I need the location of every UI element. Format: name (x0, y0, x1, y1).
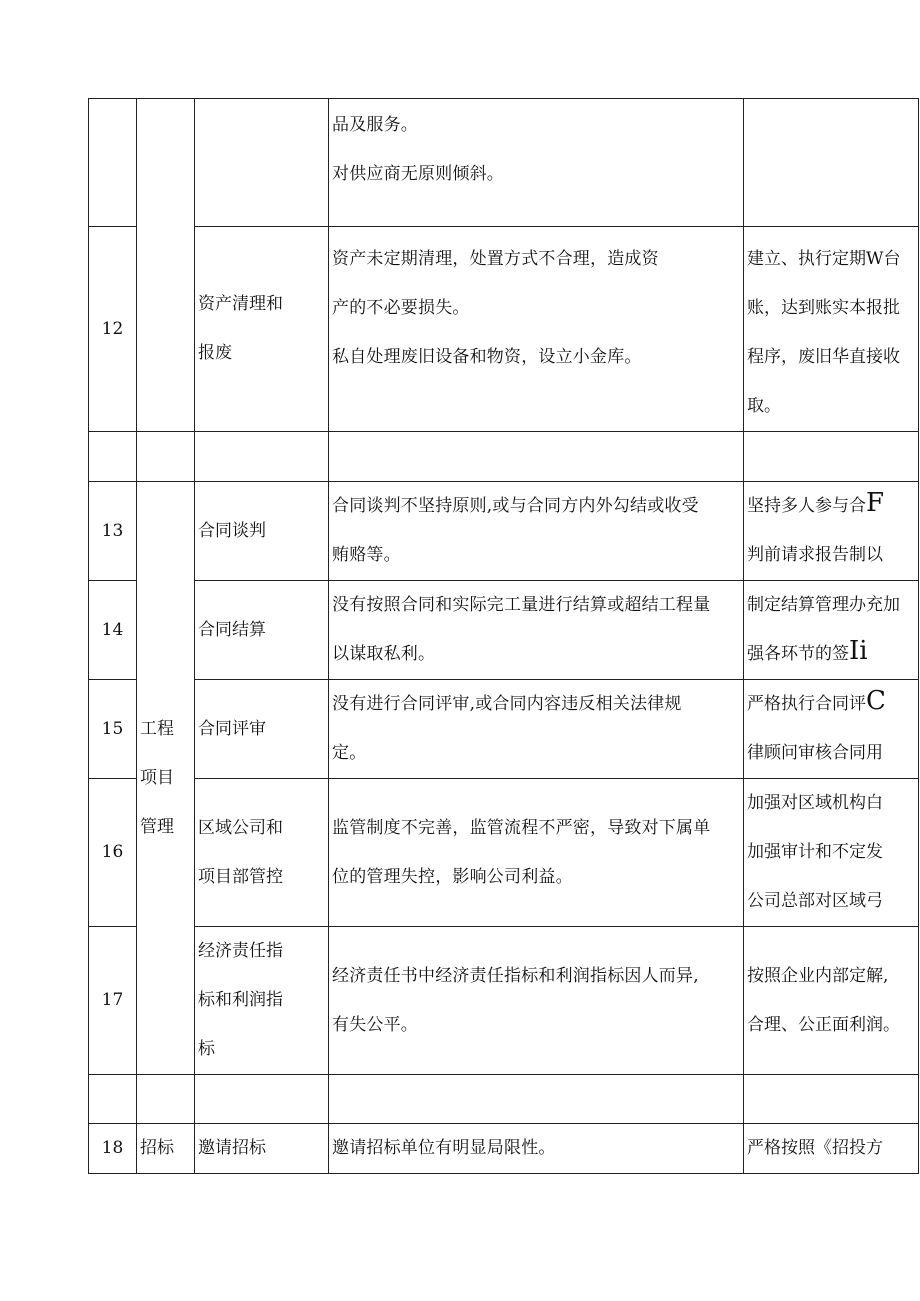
measure-cell (744, 779, 919, 927)
item-cell (195, 581, 329, 680)
risk-line: 有失公平。 (332, 1014, 418, 1035)
risk-cell (329, 99, 744, 227)
risk-line: 监管制度不完善，监管流程不严密，导致对下属单 (332, 817, 711, 838)
table-row (89, 779, 919, 927)
measure-line: 强各环节的签Ii (747, 636, 868, 666)
measure-cell (744, 99, 919, 227)
item-line: 合同结算 (198, 619, 266, 640)
item-cell (195, 99, 329, 227)
measure-line: 按照企业内部定解, (747, 965, 889, 986)
risk-cell (329, 227, 744, 432)
item-cell (195, 1124, 329, 1174)
empty-row (89, 432, 919, 482)
category-line: 管理 (140, 816, 174, 837)
category-cell: 招标 (137, 1124, 195, 1174)
table-row (89, 680, 919, 779)
measure-line: 严格执行合同评C (747, 686, 886, 716)
risk-cell (329, 482, 744, 581)
row-number: 15 (89, 680, 137, 779)
item-cell (195, 927, 329, 1075)
item-cell (195, 680, 329, 779)
risk-line: 经济责任书中经济责任指标和利润指标因人而异, (332, 965, 699, 986)
measure-line: 加强对区域机构白 (747, 793, 883, 813)
measure-line: 制定结算管理办充加 (747, 595, 900, 615)
measure-cell (744, 680, 919, 779)
measure-cell (744, 927, 919, 1075)
category-line: 项目 (140, 767, 174, 788)
row-number: 16 (89, 779, 137, 927)
risk-line: 没有进行合同评审,或合同内容违反相关法律规 (332, 694, 682, 714)
category-line: 工程 (140, 718, 174, 739)
risk-line: 位的管理失控，影响公司利益。 (332, 866, 573, 887)
risk-cell (329, 680, 744, 779)
table-row (89, 99, 919, 227)
item-line: 经济责任指 (198, 941, 283, 961)
risk-cell (329, 927, 744, 1075)
risk-control-table (88, 98, 919, 1174)
measure-cell (744, 482, 919, 581)
risk-line: 邀请招标单位有明显局限性。 (332, 1138, 556, 1158)
item-line: 合同谈判 (198, 520, 266, 541)
risk-cell (329, 779, 744, 927)
row-number: 17 (89, 927, 137, 1075)
row-number: 14 (89, 581, 137, 680)
table-row (89, 227, 919, 432)
measure-line: 取。 (747, 396, 781, 416)
measure-glyph: Ii (849, 636, 868, 666)
risk-line: 合同谈判不坚持原则,或与合同方内外勾结或收受 (332, 496, 699, 516)
item-line: 项目部管控 (198, 866, 283, 887)
item-line: 标 (198, 1039, 215, 1059)
category-cell (137, 99, 195, 432)
item-cell (195, 779, 329, 927)
measure-line: 建立、执行定期W台 (747, 249, 901, 269)
measure-glyph: C (866, 686, 886, 716)
measure-cell (744, 1124, 919, 1174)
measure-line: 程序，废旧华直接收 (747, 347, 900, 367)
measure-line: 坚持多人参与合F (747, 488, 885, 518)
measure-line: 合理、公正面利润。 (747, 1014, 900, 1035)
item-line: 标和利润指 (198, 990, 283, 1010)
item-line: 合同评审 (198, 718, 266, 739)
risk-cell (329, 581, 744, 680)
measure-cell (744, 227, 919, 432)
measure-line: 账，达到账实本报批 (747, 298, 900, 318)
risk-cell (329, 1124, 744, 1174)
measure-line: 判前请求报告制以 (747, 545, 883, 565)
measure-line: 律顾问审核合同用 (747, 743, 883, 763)
risk-line: 定。 (332, 743, 367, 763)
table-row (89, 581, 919, 680)
item-cell (195, 227, 329, 432)
item-cell (195, 482, 329, 581)
item-line: 邀请招标 (198, 1138, 266, 1158)
risk-line: 贿赂等。 (332, 545, 401, 565)
item-line: 报废 (198, 343, 232, 363)
risk-line: 资产未定期清理，处置方式不合理，造成资 (332, 249, 659, 269)
row-number: 12 (89, 227, 137, 432)
risk-line: 以谋取私利。 (332, 644, 436, 664)
row-number: 18 (89, 1124, 137, 1174)
item-line: 资产清理和 (198, 294, 283, 314)
empty-row (89, 1075, 919, 1124)
measure-cell (744, 581, 919, 680)
table-row (89, 1124, 919, 1174)
row-number (89, 99, 137, 227)
risk-line: 没有按照合同和实际完工量进行结算或超结工程量 (332, 595, 711, 615)
risk-line: 产的不必要损失。 (332, 298, 470, 318)
measure-line: 严格按照《招投方 (747, 1138, 883, 1158)
item-line: 区域公司和 (198, 817, 283, 838)
measure-glyph: F (866, 488, 885, 518)
table-row (89, 482, 919, 581)
measure-line: 公司总部对区域弓 (747, 891, 883, 911)
risk-line: 品及服务。 (332, 115, 418, 135)
category-cell-engineering (137, 482, 195, 1075)
risk-line: 私自处理废旧设备和物资，设立小金库。 (332, 347, 642, 367)
risk-line: 对供应商无原则倾斜。 (332, 164, 504, 184)
measure-line: 加强审计和不定发 (747, 842, 883, 862)
row-number: 13 (89, 482, 137, 581)
table-row (89, 927, 919, 1075)
